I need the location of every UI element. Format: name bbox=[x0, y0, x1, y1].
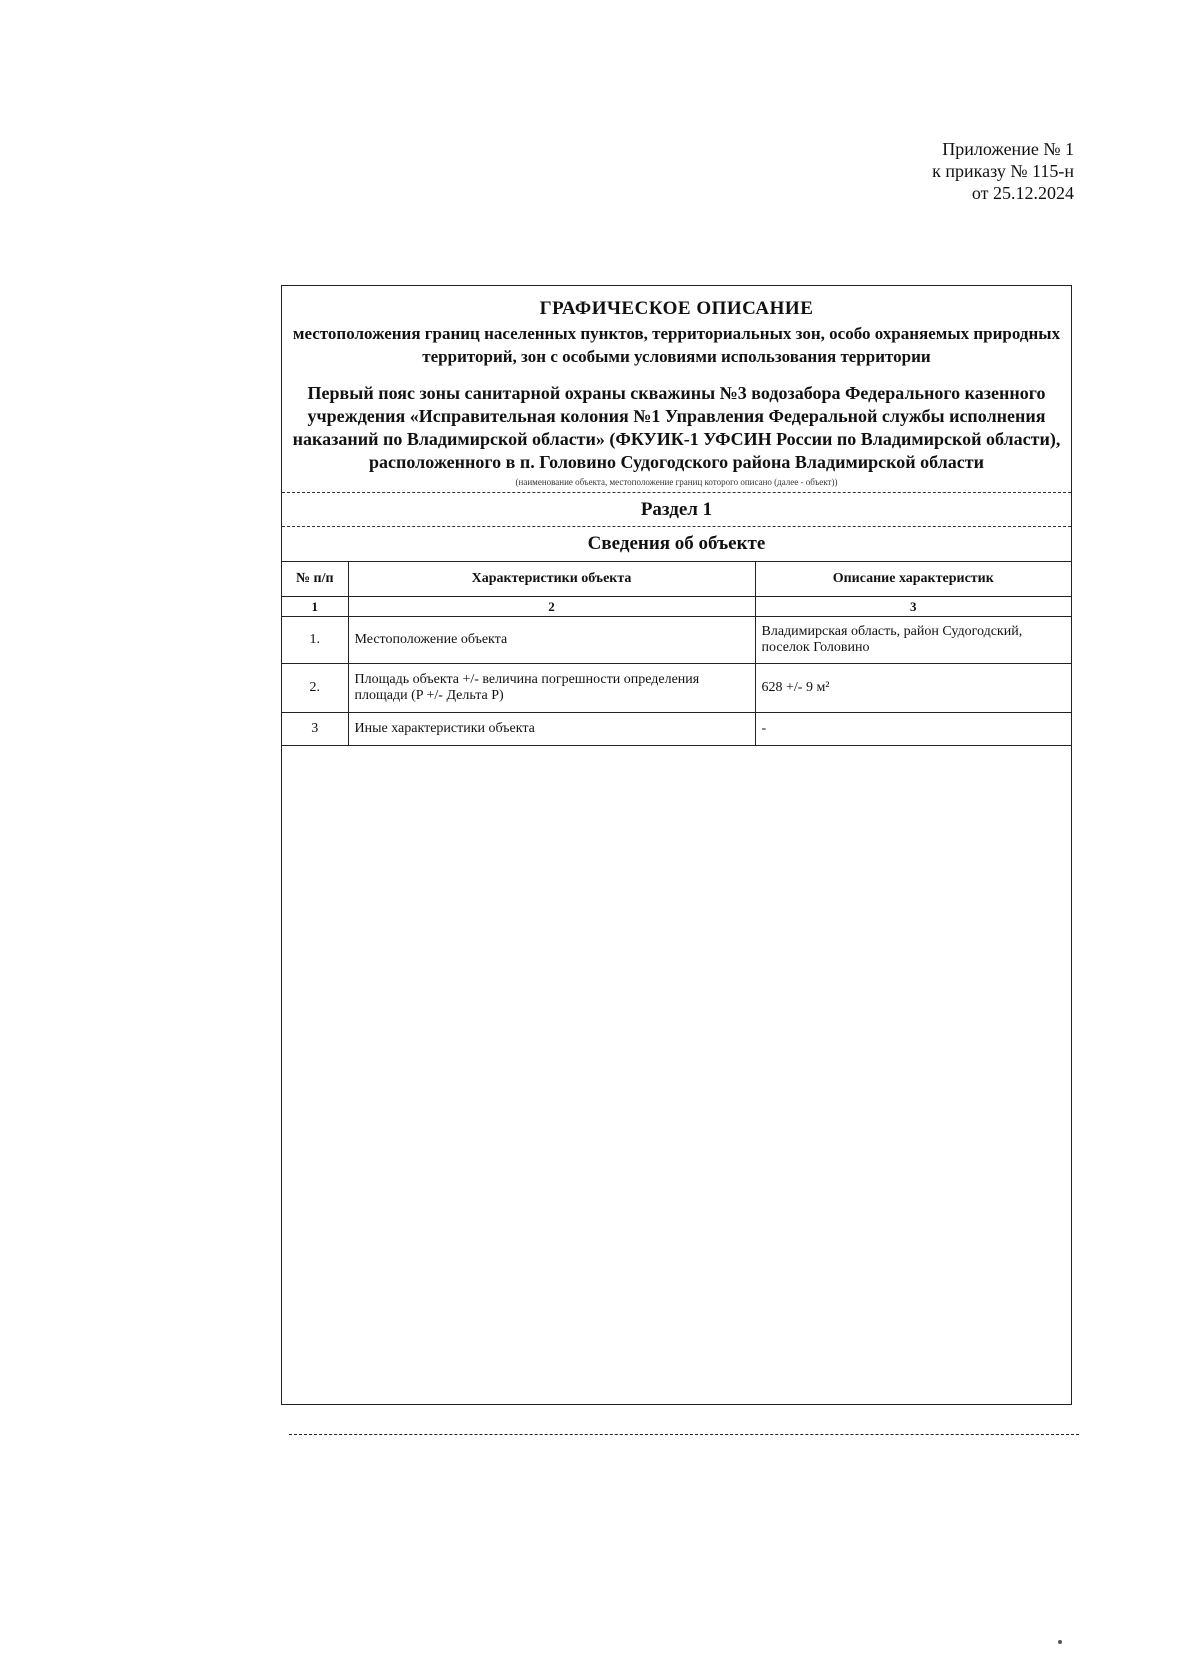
document-header bbox=[282, 286, 1071, 488]
table-row bbox=[282, 617, 1071, 664]
column-number-cell: 1 bbox=[282, 597, 348, 617]
table-row bbox=[282, 713, 1071, 746]
table-header-row bbox=[282, 562, 1071, 597]
description-cell: 628 +/- 9 м² bbox=[755, 664, 1071, 713]
description-cell: Владимирская область, район Судогодский, поселок Головино bbox=[755, 617, 1071, 664]
row-number-cell: 1. bbox=[282, 617, 348, 664]
table-header-cell: Описание характеристик bbox=[755, 562, 1071, 597]
table-header-cell: № п/п bbox=[282, 562, 348, 597]
column-number-cell: 3 bbox=[755, 597, 1071, 617]
section-title: Раздел 1 bbox=[282, 493, 1071, 527]
characteristic-cell: Площадь объекта +/- величина погрешности определения площади (P +/- Дельта P) bbox=[348, 664, 755, 713]
section-subtitle: Сведения об объекте bbox=[282, 527, 1071, 562]
table-row bbox=[282, 664, 1071, 713]
table-header-cell: Характеристики объекта bbox=[348, 562, 755, 597]
object-name-caption: (наименование объекта, местоположение границ которого описано (далее - объект)) bbox=[515, 477, 838, 487]
document-title: ГРАФИЧЕСКОЕ ОПИСАНИЕ bbox=[539, 298, 814, 319]
object-name: Первый пояс зоны санитарной охраны скважины №3 водозабора Федерального казенного учреждения «Исправительная колония №1 Управления Федеральной службы исполнения наказаний по Владимирской области» (ФКУИК-1 УФСИН России по Владимирской области), расположенного в п. Головино Судогодского района Владимирской области bbox=[292, 383, 1061, 472]
row-number-cell: 3 bbox=[282, 713, 348, 746]
document-subtitle: местоположения границ населенных пунктов, территориальных зон, особо охраняемых природных территорий, зон с особыми условиями использования территории bbox=[292, 324, 1061, 366]
characteristic-cell: Иные характеристики объекта bbox=[348, 713, 755, 746]
appendix-line-2: к приказу № 115-н bbox=[932, 161, 1074, 181]
characteristic-cell: Местоположение объекта bbox=[348, 617, 755, 664]
row-number-cell: 2. bbox=[282, 664, 348, 713]
scan-speck bbox=[1058, 1640, 1062, 1644]
bottom-separator bbox=[289, 1434, 1079, 1435]
appendix-block bbox=[932, 138, 1074, 204]
table-column-numbers-row bbox=[282, 597, 1071, 617]
column-number-cell: 2 bbox=[348, 597, 755, 617]
appendix-line-1: Приложение № 1 bbox=[942, 139, 1074, 159]
appendix-line-3: от 25.12.2024 bbox=[971, 183, 1074, 203]
object-info-table bbox=[282, 562, 1071, 746]
description-cell: - bbox=[755, 713, 1071, 746]
document-frame bbox=[281, 285, 1072, 1405]
